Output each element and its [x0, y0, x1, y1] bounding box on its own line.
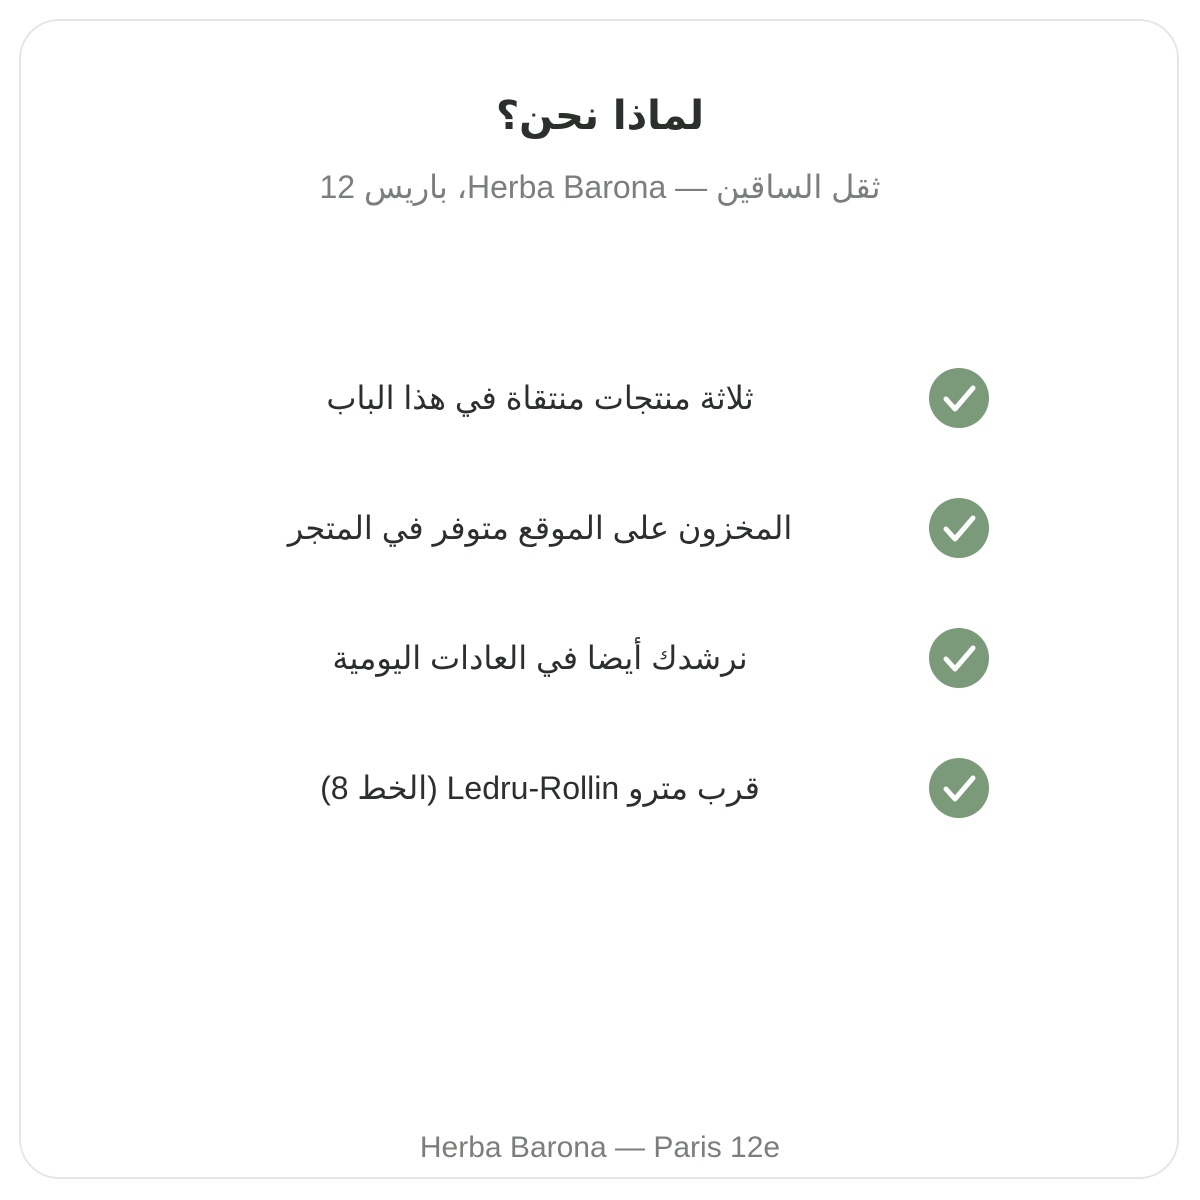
- feature-label: المخزون على الموقع متوفر في المتجر: [287, 510, 793, 546]
- feature-item: [0, 756, 1200, 820]
- feature-label: ثلاثة منتجات منتقاة في هذا الباب: [326, 380, 754, 416]
- feature-item: [0, 496, 1200, 560]
- feature-item: [0, 626, 1200, 690]
- feature-label: نرشدك أيضا في العادات اليومية: [332, 640, 748, 676]
- footer-text: Herba Barona — Paris 12e: [419, 1131, 781, 1164]
- check-circle-icon: [928, 627, 990, 689]
- page-subtitle: ثقل الساقين — Herba Barona، باريس 12: [319, 169, 881, 205]
- check-circle-icon: [928, 367, 990, 429]
- feature-item: [0, 366, 1200, 430]
- page-title: لماذا نحن؟: [495, 93, 705, 139]
- check-circle-icon: [928, 757, 990, 819]
- feature-label: قرب مترو Ledru-Rollin (الخط 8): [320, 770, 760, 806]
- check-circle-icon: [928, 497, 990, 559]
